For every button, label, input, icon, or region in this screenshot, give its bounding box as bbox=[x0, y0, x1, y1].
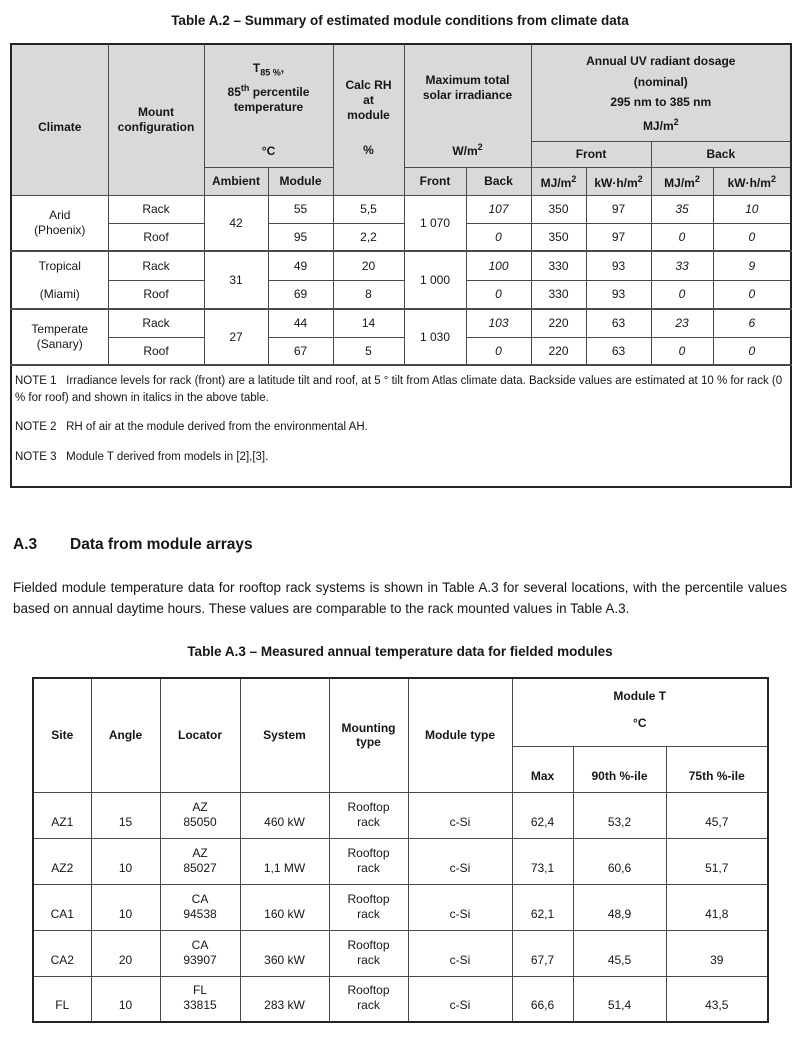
mounting-line2: rack bbox=[357, 860, 380, 875]
a3-cell: 15 bbox=[91, 792, 160, 838]
a2-cell: 44 bbox=[268, 309, 333, 337]
module-t-unit: °C bbox=[633, 716, 647, 730]
a2-cell: 1 030 bbox=[404, 309, 466, 365]
mounting-line1: Rooftop bbox=[347, 799, 390, 814]
a3-cell-locator bbox=[160, 930, 240, 976]
a2-cell: 42 bbox=[204, 195, 268, 251]
a3-cell: 10 bbox=[91, 884, 160, 930]
a2-cell-climate bbox=[11, 195, 108, 251]
t85-word-temperature: temperature bbox=[233, 99, 304, 114]
calc-rh-line3: module bbox=[347, 108, 390, 123]
a2-cell: 69 bbox=[268, 280, 333, 309]
a2-cell: 27 bbox=[204, 309, 268, 365]
a2-cell: Rack bbox=[108, 251, 204, 280]
a3-cell-locator bbox=[160, 884, 240, 930]
climate-name: Temperate bbox=[31, 322, 89, 336]
section-a3-paragraph: Fielded module temperature data for rooftop rack systems is shown in Table A.3 for several locations, with the percentile values based on annual daytime hours. These values are comparable to the rack mounted values in Table A.3. bbox=[13, 580, 787, 616]
a2-cell: 93 bbox=[586, 280, 651, 309]
a3-cell: 20 bbox=[91, 930, 160, 976]
locator-state: AZ bbox=[192, 845, 208, 860]
a2-cell: 103 bbox=[466, 309, 531, 337]
a3-cell: CA1 bbox=[33, 884, 91, 930]
a2-header-climate bbox=[11, 44, 108, 195]
a3-cell: 73,1 bbox=[512, 838, 573, 884]
mj-unit-sup: 2 bbox=[694, 173, 700, 184]
climate-location: (Miami) bbox=[39, 287, 80, 301]
a2-subheader-uv-back-mj bbox=[651, 167, 713, 195]
mounting-line2: rack bbox=[357, 814, 380, 829]
uv-line3: 295 nm to 385 nm bbox=[610, 94, 712, 109]
kwh-unit: kW·h/m bbox=[727, 175, 771, 190]
kwh-unit: kW·h/m bbox=[594, 175, 638, 190]
climate-name: Tropical bbox=[38, 259, 81, 273]
a2-cell: Rack bbox=[108, 309, 204, 337]
a2-cell: 330 bbox=[531, 251, 586, 280]
mounting-line2: rack bbox=[357, 998, 380, 1012]
a2-cell: 100 bbox=[466, 251, 531, 280]
a3-cell: 51,7 bbox=[666, 838, 768, 884]
uv-unit-sup: 2 bbox=[673, 117, 679, 128]
a2-cell: 350 bbox=[531, 223, 586, 251]
a2-cell-climate bbox=[11, 251, 108, 309]
a3-cell-mounting bbox=[329, 838, 408, 884]
a3-header-system: System bbox=[240, 678, 329, 792]
a3-header-angle: Angle bbox=[91, 678, 160, 792]
a2-cell: 31 bbox=[204, 251, 268, 309]
table-a3 bbox=[32, 677, 769, 1023]
locator-state: FL bbox=[192, 983, 207, 997]
uv-unit: MJ/m bbox=[642, 119, 674, 134]
max-irr-unit: W/m bbox=[452, 144, 478, 159]
a3-header-module-t bbox=[512, 678, 768, 746]
a2-cell: 0 bbox=[713, 280, 791, 309]
a3-cell: c-Si bbox=[408, 884, 512, 930]
a3-cell: c-Si bbox=[408, 838, 512, 884]
a3-cell: 62,1 bbox=[512, 884, 573, 930]
a3-cell: 66,6 bbox=[512, 976, 573, 1022]
a2-cell: 350 bbox=[531, 195, 586, 223]
a2-subheader-uv-back-kwh bbox=[713, 167, 791, 195]
max-irr-line1: Maximum total bbox=[425, 73, 510, 88]
a3-cell: 1,1 MW bbox=[240, 838, 329, 884]
table-a2-caption: Table A.2 – Summary of estimated module conditions from climate data bbox=[171, 13, 629, 28]
uv-line1: Annual UV radiant dosage bbox=[586, 54, 736, 69]
a3-header-site: Site bbox=[33, 678, 91, 792]
a2-cell: 6 bbox=[713, 309, 791, 337]
note-3: NOTE 3 Module T derived from models in [2],[3]. bbox=[15, 450, 269, 463]
section-a3-heading bbox=[13, 536, 787, 554]
a2-cell: 49 bbox=[268, 251, 333, 280]
a2-cell: 93 bbox=[586, 251, 651, 280]
a2-header-uv-back: Back bbox=[651, 141, 791, 167]
a2-subheader-uv-front-mj bbox=[531, 167, 586, 195]
a3-cell: 160 kW bbox=[240, 884, 329, 930]
section-a3-title: Data from module arrays bbox=[70, 536, 253, 553]
a2-cell: 220 bbox=[531, 309, 586, 337]
a2-cell: Roof bbox=[108, 337, 204, 365]
a2-header-uv-front: Front bbox=[531, 141, 651, 167]
a2-header-climate-label: Climate bbox=[38, 120, 82, 135]
climate-location: (Sanary) bbox=[36, 337, 83, 351]
a3-cell: 283 kW bbox=[240, 976, 329, 1022]
t85-ordinal-suffix: th bbox=[240, 82, 250, 93]
a3-cell: 460 kW bbox=[240, 792, 329, 838]
a2-subheader-uv-front-kwh bbox=[586, 167, 651, 195]
a2-cell: 330 bbox=[531, 280, 586, 309]
a2-cell: 63 bbox=[586, 309, 651, 337]
a3-cell: 45,7 bbox=[666, 792, 768, 838]
calc-rh-unit-percent: % bbox=[363, 143, 374, 158]
mounting-line1: Rooftop bbox=[347, 983, 390, 997]
locator-zip: 94538 bbox=[183, 906, 217, 921]
a3-cell: 51,4 bbox=[573, 976, 666, 1022]
t85-symbol: T bbox=[252, 61, 261, 76]
a2-notes bbox=[11, 365, 791, 487]
mounting-line2: rack bbox=[357, 952, 380, 967]
a3-cell: 45,5 bbox=[573, 930, 666, 976]
a3-cell-locator bbox=[160, 838, 240, 884]
a2-cell: 0 bbox=[651, 223, 713, 251]
a2-header-max-irradiance bbox=[404, 44, 531, 167]
kwh-unit-sup: 2 bbox=[770, 173, 776, 184]
a2-cell: 20 bbox=[333, 251, 404, 280]
a3-cell: 62,4 bbox=[512, 792, 573, 838]
a3-cell: c-Si bbox=[408, 792, 512, 838]
locator-state: CA bbox=[191, 937, 209, 952]
a3-cell: c-Si bbox=[408, 976, 512, 1022]
a3-cell: 41,8 bbox=[666, 884, 768, 930]
a2-subheader-front: Front bbox=[404, 167, 466, 195]
a3-header-locator: Locator bbox=[160, 678, 240, 792]
a2-cell: 23 bbox=[651, 309, 713, 337]
a3-subheader-75th: 75th %-ile bbox=[666, 746, 768, 792]
mounting-line1: Rooftop bbox=[347, 845, 390, 860]
calc-rh-line1: Calc RH bbox=[345, 78, 392, 93]
a3-cell-mounting bbox=[329, 976, 408, 1022]
kwh-unit-sup: 2 bbox=[637, 173, 643, 184]
mj-unit: MJ/m bbox=[540, 175, 572, 190]
a2-subheader-back: Back bbox=[466, 167, 531, 195]
a2-header-calc-rh bbox=[333, 44, 404, 195]
a2-cell: 8 bbox=[333, 280, 404, 309]
t85-subscript: 85 % bbox=[260, 67, 281, 78]
max-irr-line2: solar irradiance bbox=[422, 88, 513, 103]
a3-cell: AZ2 bbox=[33, 838, 91, 884]
a2-cell: 67 bbox=[268, 337, 333, 365]
a3-cell-mounting bbox=[329, 792, 408, 838]
a2-cell: 35 bbox=[651, 195, 713, 223]
a2-cell: 33 bbox=[651, 251, 713, 280]
mounting-line2: rack bbox=[357, 906, 380, 921]
a2-cell: 0 bbox=[713, 223, 791, 251]
a2-cell: 9 bbox=[713, 251, 791, 280]
climate-location: (Phoenix) bbox=[34, 222, 86, 237]
a2-header-t85 bbox=[204, 44, 333, 167]
a2-cell: 97 bbox=[586, 195, 651, 223]
locator-zip: 85027 bbox=[183, 860, 217, 875]
a2-cell: 0 bbox=[651, 337, 713, 365]
a2-cell-climate bbox=[11, 309, 108, 365]
calc-rh-line2: at bbox=[363, 93, 374, 108]
a2-header-mount-label: Mount configuration bbox=[117, 104, 195, 134]
locator-zip: 85050 bbox=[183, 814, 217, 829]
note-1: NOTE 1 Irradiance levels for rack (front) are a latitude tilt and roof, at 5 ° tilt from Atlas climate data. Backside values are estimated at 10 % for rack (0 % for roof) and shown in italics in the above table. bbox=[15, 375, 786, 404]
a3-cell: FL bbox=[33, 976, 91, 1022]
table-a3-caption: Table A.3 – Measured annual temperature data for fielded modules bbox=[187, 644, 613, 659]
a2-cell: 0 bbox=[466, 223, 531, 251]
a2-cell: 107 bbox=[466, 195, 531, 223]
a2-cell: 0 bbox=[713, 337, 791, 365]
a3-header-mounting-type: Mounting type bbox=[329, 678, 408, 792]
a2-cell: 220 bbox=[531, 337, 586, 365]
section-a3-number: A.3 bbox=[13, 536, 38, 553]
a3-header-module-type: Module type bbox=[408, 678, 512, 792]
t85-word-percentile: percentile bbox=[252, 84, 310, 99]
a2-cell: Roof bbox=[108, 280, 204, 309]
a2-header-uv-dosage bbox=[531, 44, 791, 141]
uv-line2: (nominal) bbox=[633, 74, 688, 89]
a3-cell-mounting bbox=[329, 930, 408, 976]
a2-cell: 1 070 bbox=[404, 195, 466, 251]
a2-cell: 10 bbox=[713, 195, 791, 223]
module-t-label: Module T bbox=[613, 689, 667, 703]
t85-ordinal: 85 bbox=[227, 84, 241, 99]
a3-subheader-90th: 90th %-ile bbox=[573, 746, 666, 792]
a3-cell: 48,9 bbox=[573, 884, 666, 930]
a3-subheader-max: Max bbox=[512, 746, 573, 792]
a3-cell: 10 bbox=[91, 976, 160, 1022]
a3-cell-mounting bbox=[329, 884, 408, 930]
mj-unit: MJ/m bbox=[664, 175, 695, 190]
a2-subheader-module: Module bbox=[268, 167, 333, 195]
a2-cell: 63 bbox=[586, 337, 651, 365]
locator-zip: 93907 bbox=[183, 952, 217, 967]
a3-cell: 360 kW bbox=[240, 930, 329, 976]
mounting-line1: Rooftop bbox=[347, 937, 390, 952]
a3-cell-locator bbox=[160, 792, 240, 838]
a3-cell: 10 bbox=[91, 838, 160, 884]
a2-cell: 95 bbox=[268, 223, 333, 251]
climate-name: Arid bbox=[49, 207, 71, 222]
table-a2 bbox=[10, 43, 792, 488]
a2-cell: 0 bbox=[466, 280, 531, 309]
a2-cell: 5,5 bbox=[333, 195, 404, 223]
a2-cell: 0 bbox=[466, 337, 531, 365]
note-2: NOTE 2 RH of air at the module derived from the environmental AH. bbox=[15, 421, 368, 433]
t85-unit-degc: °C bbox=[261, 144, 276, 159]
a2-cell: 0 bbox=[651, 280, 713, 309]
a3-cell: 67,7 bbox=[512, 930, 573, 976]
a2-subheader-ambient: Ambient bbox=[204, 167, 268, 195]
a2-cell: 1 000 bbox=[404, 251, 466, 309]
a2-header-mount bbox=[108, 44, 204, 195]
max-irr-unit-sup: 2 bbox=[477, 142, 483, 153]
locator-state: AZ bbox=[192, 799, 208, 814]
a3-cell-locator bbox=[160, 976, 240, 1022]
mounting-line1: Rooftop bbox=[347, 891, 390, 906]
a3-cell: c-Si bbox=[408, 930, 512, 976]
a3-cell: 39 bbox=[666, 930, 768, 976]
a2-cell: 5 bbox=[333, 337, 404, 365]
locator-zip: 33815 bbox=[183, 998, 217, 1012]
a3-cell: CA2 bbox=[33, 930, 91, 976]
a2-cell: 2,2 bbox=[333, 223, 404, 251]
a2-cell: 97 bbox=[586, 223, 651, 251]
locator-state: CA bbox=[191, 891, 209, 906]
a2-cell: Roof bbox=[108, 223, 204, 251]
mj-unit-sup: 2 bbox=[571, 173, 577, 184]
t85-comma: , bbox=[280, 61, 285, 76]
a2-cell: Rack bbox=[108, 195, 204, 223]
a2-cell: 55 bbox=[268, 195, 333, 223]
a2-cell: 14 bbox=[333, 309, 404, 337]
a3-cell: 43,5 bbox=[666, 976, 768, 1022]
a3-cell: 60,6 bbox=[573, 838, 666, 884]
a3-cell: AZ1 bbox=[33, 792, 91, 838]
a3-cell: 53,2 bbox=[573, 792, 666, 838]
